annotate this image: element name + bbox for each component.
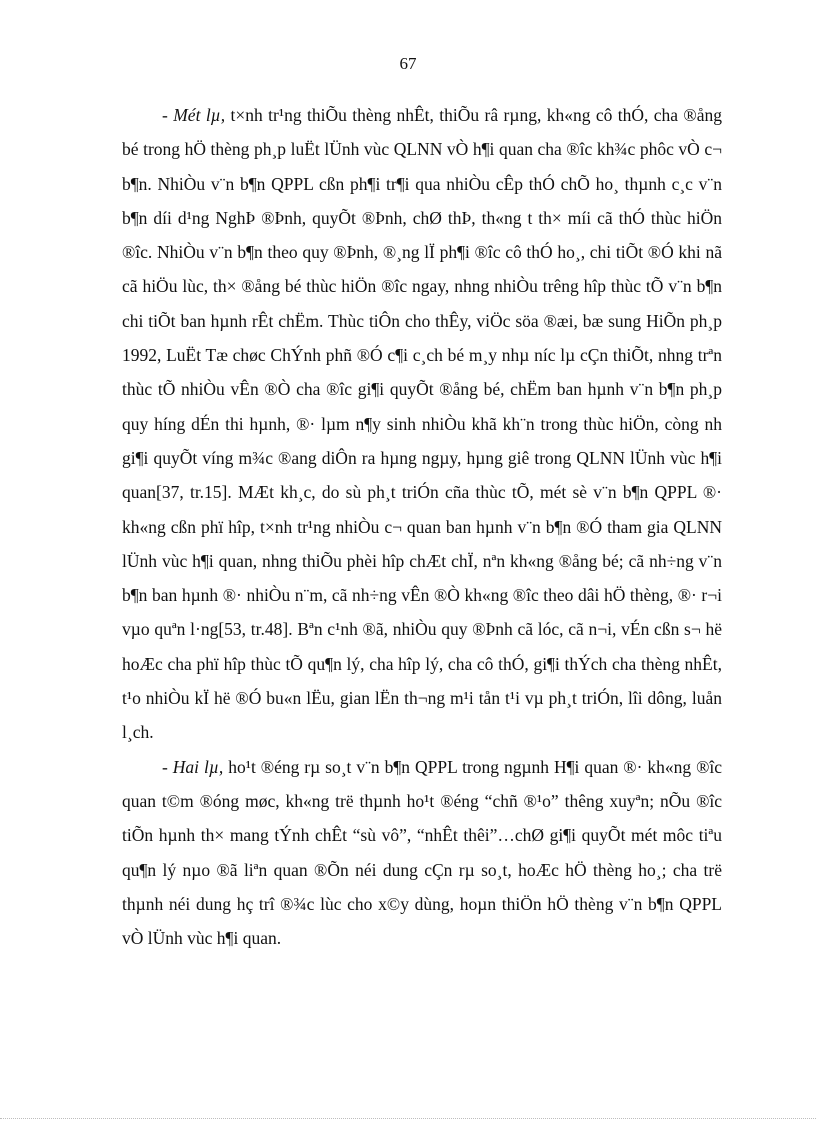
page-bottom-rule — [0, 1118, 816, 1119]
paragraph-2-emphasis: Hai lµ, — [172, 756, 224, 777]
paragraph-2-lead: - — [162, 756, 173, 777]
body-text — [122, 98, 722, 955]
page-number: 67 — [399, 54, 417, 73]
paragraph-1-lead: - — [162, 105, 174, 125]
paragraph-1 — [122, 98, 722, 750]
paragraph-1-emphasis: Mét lµ, — [173, 105, 226, 125]
paragraph-2-text: ho¹t ®éng rµ so¸t v¨n b¶n QPPL trong ngµnh H¶i quan ®· kh«ng ®îc quan t©m ®óng møc, kh«ng trë thµnh ho¹t ®éng “chñ ®¹o” thêng xuyªn; nÕu ®îc tiÕn hµnh th× mang tÝnh chÊt “sù vô”, “nhÊt thêi”…chØ gi¶i quyÕt mét môc tiªu qu¶n lý nµo ®ã liªn quan ®Õn néi dung cÇn rµ so¸t, hoÆc hÖ thèng ho¸; cha trë thµnh néi dung hç trî ®¾c lùc cho x©y dùng, hoµn thiÖn hÖ thèng v¨n b¶n QPPL vÒ lÜnh vùc h¶i quan. — [122, 756, 722, 949]
paragraph-1-text: t×nh tr¹ng thiÕu thèng nhÊt, thiÕu râ rµng, kh«ng cô thÓ, cha ®ång bé trong hÖ thèng ph¸p luËt lÜnh vùc QLNN vÒ h¶i quan cha ®îc kh¾c phôc vÒ c¬ b¶n. NhiÒu v¨n b¶n QPPL cßn ph¶i tr¶i qua nhiÒu cÊp thÓ chÕ ho¸ thµnh c¸c v¨n b¶n díi d¹ng NghÞ ®Þnh, quyÕt ®Þnh, chØ thÞ, th«ng t th× míi cã thÓ thùc hiÖn ®îc. NhiÒu v¨n b¶n theo quy ®Þnh, ®¸ng lÏ ph¶i ®îc cô thÓ ho¸, chi tiÕt ®Ó khi nã cã hiÖu lùc, th× ®ång bé thùc hiÖn ®îc ngay, nhng nhiÒu trêng hîp thùc tÕ v¨n b¶n chi tiÕt ban hµnh rÊt chËm. Thùc tiÔn cho thÊy, viÖc söa ®æi, bæ sung HiÕn ph¸p 1992, LuËt Tæ chøc ChÝnh phñ ®Ó c¶i c¸ch bé m¸y nhµ níc lµ cÇn thiÕt, nhng trªn thùc tÕ nhiÒu vÊn ®Ò cha ®îc gi¶i quyÕt ®ång bé, chËm ban hµnh v¨n b¶n ph¸p quy híng dÉn thi hµnh, ®· lµm n¶y sinh nhiÒu khã kh¨n trong thùc hiÖn, còng nh gi¶i quyÕt víng m¾c ®ang diÔn ra hµng ngµy, hµng giê trong QLNN lÜnh vùc h¶i quan[37, tr.15]. MÆt kh¸c, do sù ph¸t triÓn cña thùc tÕ, mét sè v¨n b¶n QPPL ®· kh«ng cßn phï hîp, t×nh tr¹ng nhiÒu c¬ quan ban hµnh v¨n b¶n ®Ó tham gia QLNN lÜnh vùc h¶i quan, nhng thiÕu phèi hîp chÆt chÏ, nªn kh«ng ®ång bé; cã nh÷ng v¨n b¶n ban hµnh ®· nhiÒu n¨m, cã nh÷ng vÊn ®Ò kh«ng ®îc theo dâi hÖ thèng, ®· r¬i vµo quªn l·ng[53, tr.48]. Bªn c¹nh ®ã, nhiÒu quy ®Þnh cã lóc, cã n¬i, vÉn cßn s¬ hë hoÆc cha phï hîp thùc tÕ qu¶n lý, cha hîp lý, cha cô thÓ, gi¶i thÝch cha thèng nhÊt, t¹o nhiÒu kÏ hë ®Ó bu«n lËu, gian lËn th¬ng m¹i tån t¹i vµ ph¸t triÓn, lîi dông, luån l¸ch. — [122, 105, 722, 743]
paragraph-2 — [122, 750, 722, 956]
